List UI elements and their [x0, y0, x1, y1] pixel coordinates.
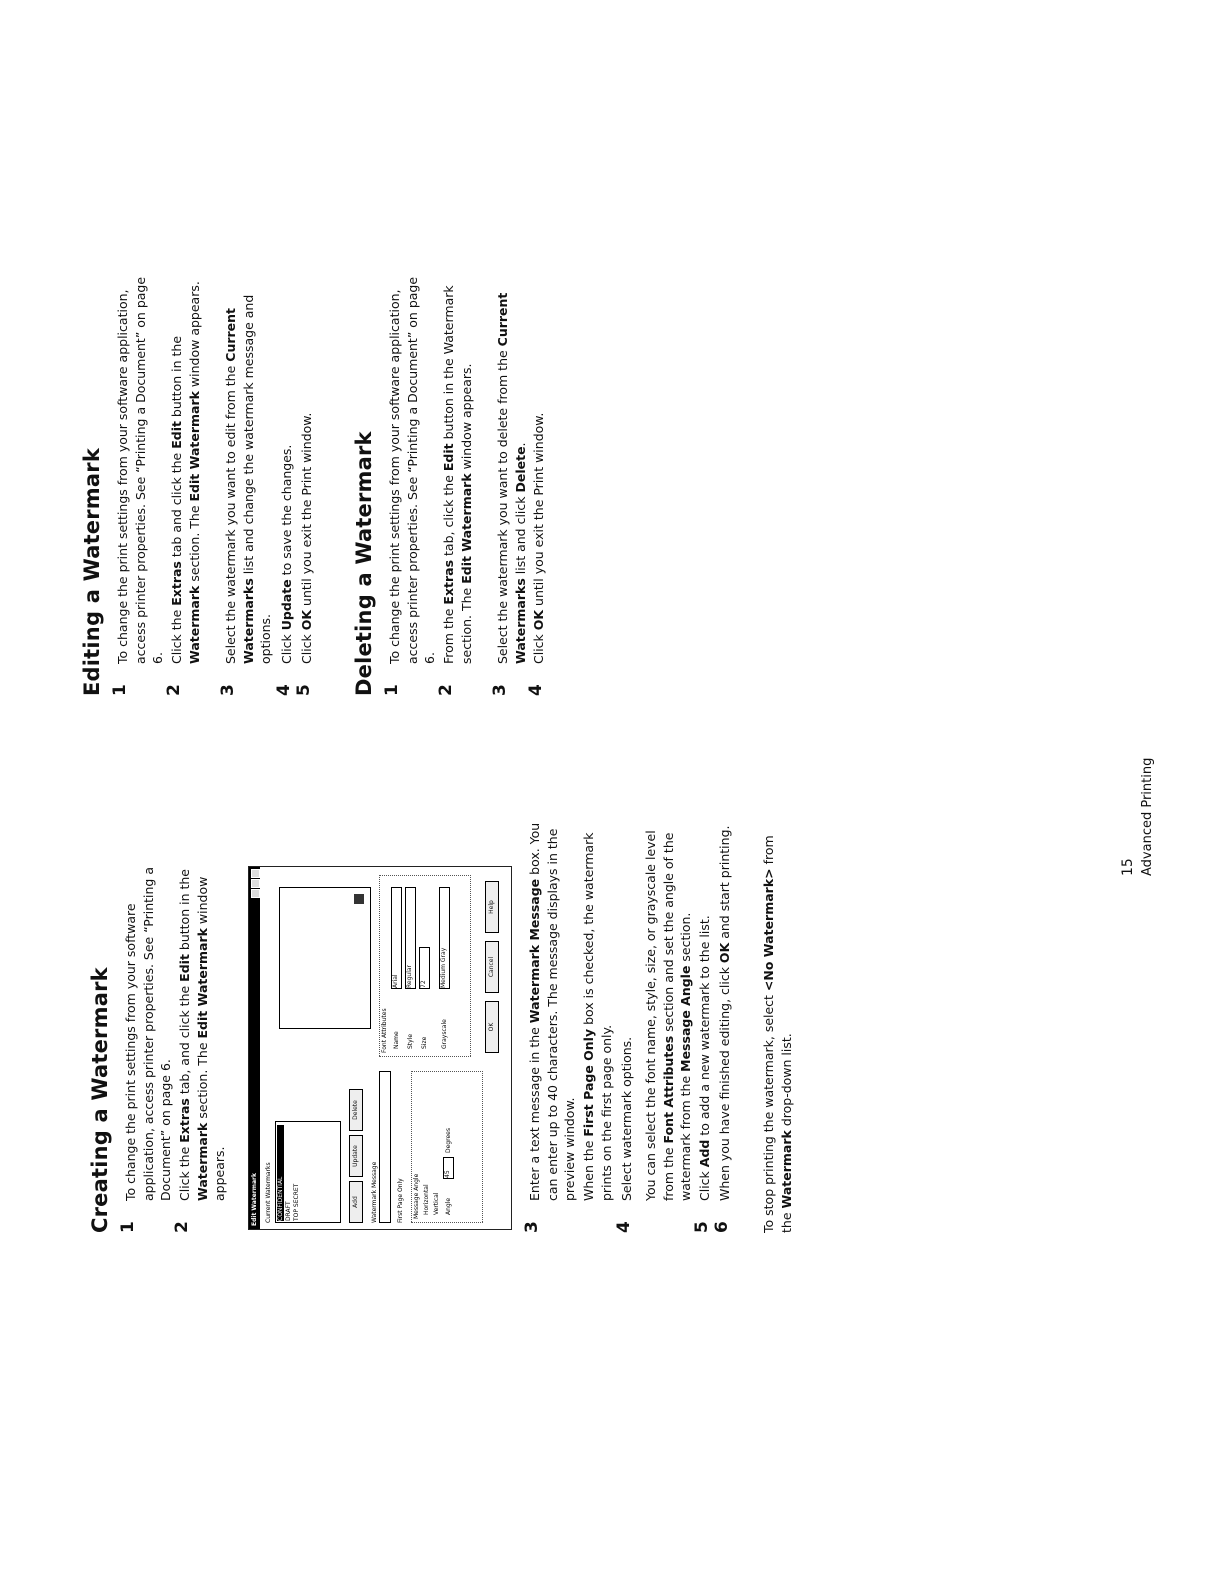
- help-button: Help: [485, 881, 499, 933]
- ok-button: OK: [485, 1001, 499, 1053]
- heading-deleting-watermark: Deleting a Watermark: [352, 431, 376, 696]
- list-item: CONFIDENTIAL: [277, 1125, 284, 1221]
- grayscale-select: Medium Gray: [439, 887, 450, 989]
- update-button: Update: [349, 1135, 363, 1177]
- horizontal-radio: Horizontal: [423, 1184, 430, 1215]
- grayscale-label: Grayscale: [441, 1019, 448, 1049]
- minimize-icon: [251, 889, 260, 898]
- style-label: Style: [407, 1033, 414, 1049]
- edit-watermark-dialog-image: [248, 866, 512, 1230]
- heading-creating-watermark: Creating a Watermark: [88, 967, 112, 1233]
- manual-page: Creating a Watermark 1 To change the print settings from your software application, access printer properties. See “Printing a Document” on page 6. 2 Click the Extras tab, and click the Edit button in the Watermark section. The Edit Watermark window appears. 3 Enter a text message in the Watermark Message box. You can enter up to 40 characters. The message displays in the preview window. When the First Page Only box is checked, the watermark prints on the first page only. 4 Select watermark options. You can select the font name, style, size, or grayscale level from the Font Attributes section and set the angle of the watermark from the Message Angle section. 5 Click Add to add a new watermark to the list. 6 When you have finished editing, click OK and start printing. To stop printing the watermark, select <No Watermark> from the Watermark drop-down list. Edit Watermark Current Watermarks CONFIDENTIAL DRAFT TOP SECRET Add Update Delete Watermark Message First Page Only Message Angle Horizontal Vertical Angle 45 Degrees Font Attributes Name Arial Style Regular Size 72 Grayscale Medium Gray OK Cancel Help Editing a Watermark 1 To change the print settings from your software application, access printer properties. See “Printing a Document” on page 6. 2 Click the Extras tab and click the Edit button in the Watermark section. The Edit Watermark window appears. 3 Select the watermark you want to edit from the Current Watermarks list and change the watermark message and options. 4 Click Update to save the changes. 5 Click OK until you exit the Print window. Deleting a Watermark 1 To change the print settings from your software application, access printer properties. See “Printing a Document” on page 6. 2 From the Extras tab, click the Edit button in the Watermark section. The Edit Watermark window appears. 3 Select the watermark you want to delete from the Current Watermarks list and click Delete. 4 Click OK until you exit the Print window. 15 Advanced Printing: [80, 276, 1155, 1233]
- first-page-only-checkbox: First Page Only: [397, 1178, 404, 1223]
- help-icon: [251, 879, 260, 888]
- current-watermarks-list: [275, 1121, 341, 1223]
- font-attributes-label: Font Attributes: [381, 1008, 388, 1053]
- list-item: TOP SECRET: [293, 1183, 300, 1221]
- watermark-message-label: Watermark Message: [371, 1161, 378, 1223]
- angle-value: 45: [443, 1157, 454, 1179]
- size-field: 72: [419, 947, 430, 989]
- heading-editing-watermark: Editing a Watermark: [80, 448, 104, 696]
- close-icon: [251, 869, 260, 878]
- list-item: DRAFT: [285, 1201, 292, 1221]
- cancel-button: Cancel: [485, 941, 499, 993]
- size-label: Size: [421, 1036, 428, 1049]
- create-step-4-note: You can select the font name, style, size, or grayscale level from the Font Attributes section and set the angle of the watermark from the Message Angle section.: [643, 830, 693, 1201]
- degrees-label: Degrees: [445, 1128, 452, 1153]
- footer-section-title: Advanced Printing: [1140, 757, 1155, 876]
- page-number: 15: [1120, 858, 1136, 876]
- dialog-titlebar: Edit Watermark: [249, 867, 260, 1229]
- vertical-radio: Vertical: [433, 1192, 440, 1215]
- angle-radio: Angle: [445, 1197, 452, 1215]
- name-label: Name: [393, 1031, 400, 1049]
- preview-window: [279, 887, 371, 1029]
- preview-mark: [354, 894, 364, 904]
- name-select: Arial: [391, 887, 402, 989]
- style-select: Regular: [405, 887, 416, 989]
- create-closing-note: To stop printing the watermark, select <No Watermark> from the Watermark drop-down list.: [761, 835, 794, 1233]
- watermark-message-field: [379, 1071, 391, 1223]
- current-watermarks-label: Current Watermarks: [265, 1162, 272, 1223]
- add-button: Add: [349, 1181, 363, 1223]
- create-step-3-note: When the First Page Only box is checked, the watermark prints on the first page only.: [581, 832, 614, 1201]
- message-angle-label: Message Angle: [413, 1173, 420, 1219]
- delete-button: Delete: [349, 1089, 363, 1131]
